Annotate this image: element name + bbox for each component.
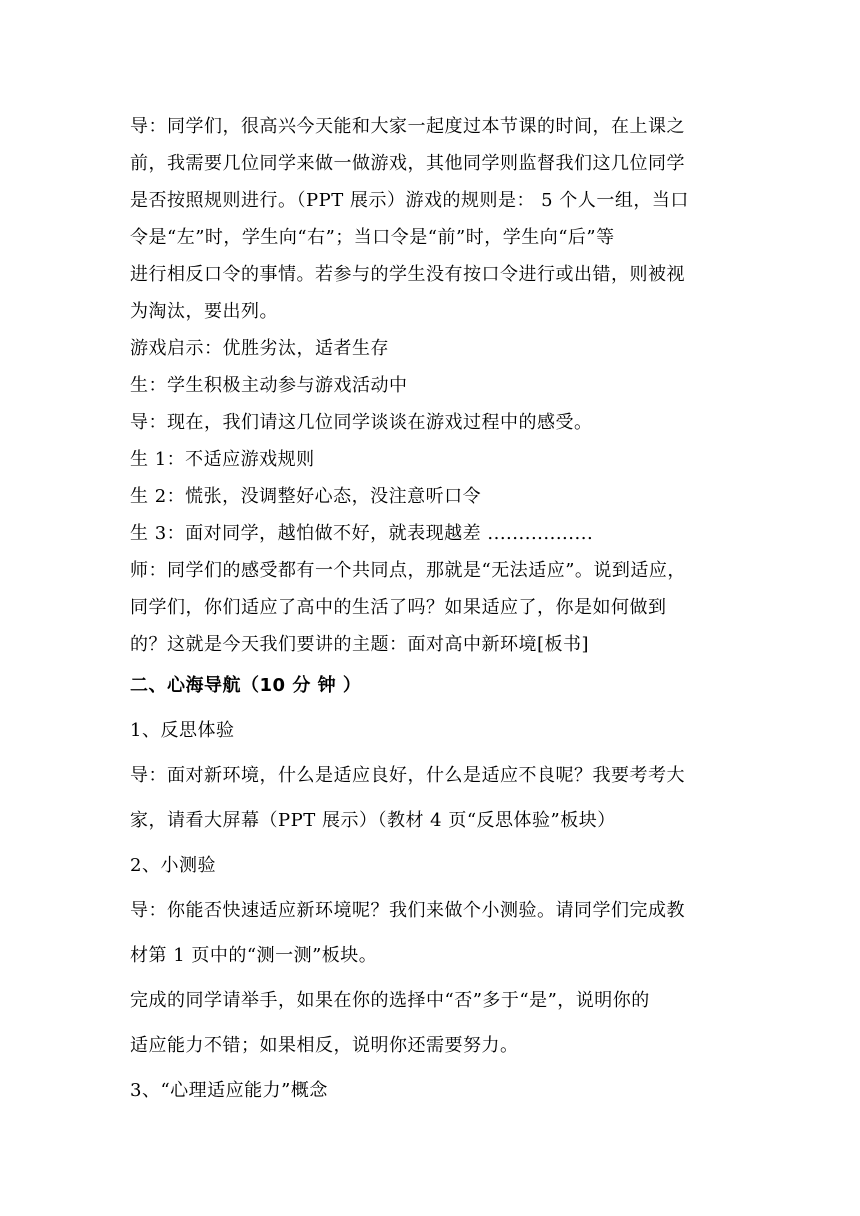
text-line: 导：同学们，很高兴今天能和大家一起度过本节课的时间，在上课之 xyxy=(130,116,685,137)
intro-paragraph xyxy=(130,108,740,330)
item-3-title: 3、“心理适应能力”概念 xyxy=(130,1080,328,1101)
text-line: 导：面对新环境，什么是适应良好，什么是适应不良呢？我要考考大 xyxy=(130,765,685,786)
item-1-title: 1、反思体验 xyxy=(130,720,235,741)
text-line: 的？这就是今天我们要讲的主题：面对高中新环境[板书] xyxy=(130,634,590,655)
text-line: 同学们，你们适应了高中的生活了吗？如果适应了，你是如何做到 xyxy=(130,597,667,618)
text-line: 前，我需要几位同学来做一做游戏，其他同学则监督我们这几位同学 xyxy=(130,153,685,174)
text-line: 进行相反口令的事情。若参与的学生没有按口令进行或出错，则被视 xyxy=(130,264,685,285)
section-body xyxy=(130,708,740,1113)
document-content xyxy=(130,108,740,1113)
text-line: 导：你能否快速适应新环境呢？我们来做个小测验。请同学们完成教 xyxy=(130,900,685,921)
teacher-paragraph xyxy=(130,552,740,663)
student-1-response: 生 1：不适应游戏规则 xyxy=(130,449,315,470)
game-insight: 游戏启示：优胜劣汰，适者生存 xyxy=(130,338,389,359)
guide-question: 导：现在，我们请这几位同学谈谈在游戏过程中的感受。 xyxy=(130,412,593,433)
text-line: 适应能力不错；如果相反，说明你还需要努力。 xyxy=(130,1035,519,1056)
section-heading: 二、心海导航（10 分 钟 ） xyxy=(130,675,362,696)
text-line: 令是“左”时，学生向“右”；当口令是“前”时，学生向“后”等 xyxy=(130,227,615,248)
text-line: 师：同学们的感受都有一个共同点，那就是“无法适应”。说到适应， xyxy=(130,560,686,581)
student-2-response: 生 2：慌张，没调整好心态，没注意听口令 xyxy=(130,486,482,507)
text-line: 是否按照规则进行。（PPT 展示）游戏的规则是： 5 个人一组，当口 xyxy=(130,190,689,211)
item-2-title: 2、小测验 xyxy=(130,855,216,876)
student-3-response: 生 3：面对同学，越怕做不好，就表现越差 ................. xyxy=(130,523,594,544)
text-line: 材第 1 页中的“测一测”板块。 xyxy=(130,945,378,966)
student-action: 生：学生积极主动参与游戏活动中 xyxy=(130,375,408,396)
text-line: 完成的同学请举手，如果在你的选择中“否”多于“是”，说明你的 xyxy=(130,990,650,1011)
text-line: 为淘汰，要出列。 xyxy=(130,301,278,322)
text-line: 家，请看大屏幕（PPT 展示）（教材 4 页“反思体验”板块） xyxy=(130,810,616,831)
